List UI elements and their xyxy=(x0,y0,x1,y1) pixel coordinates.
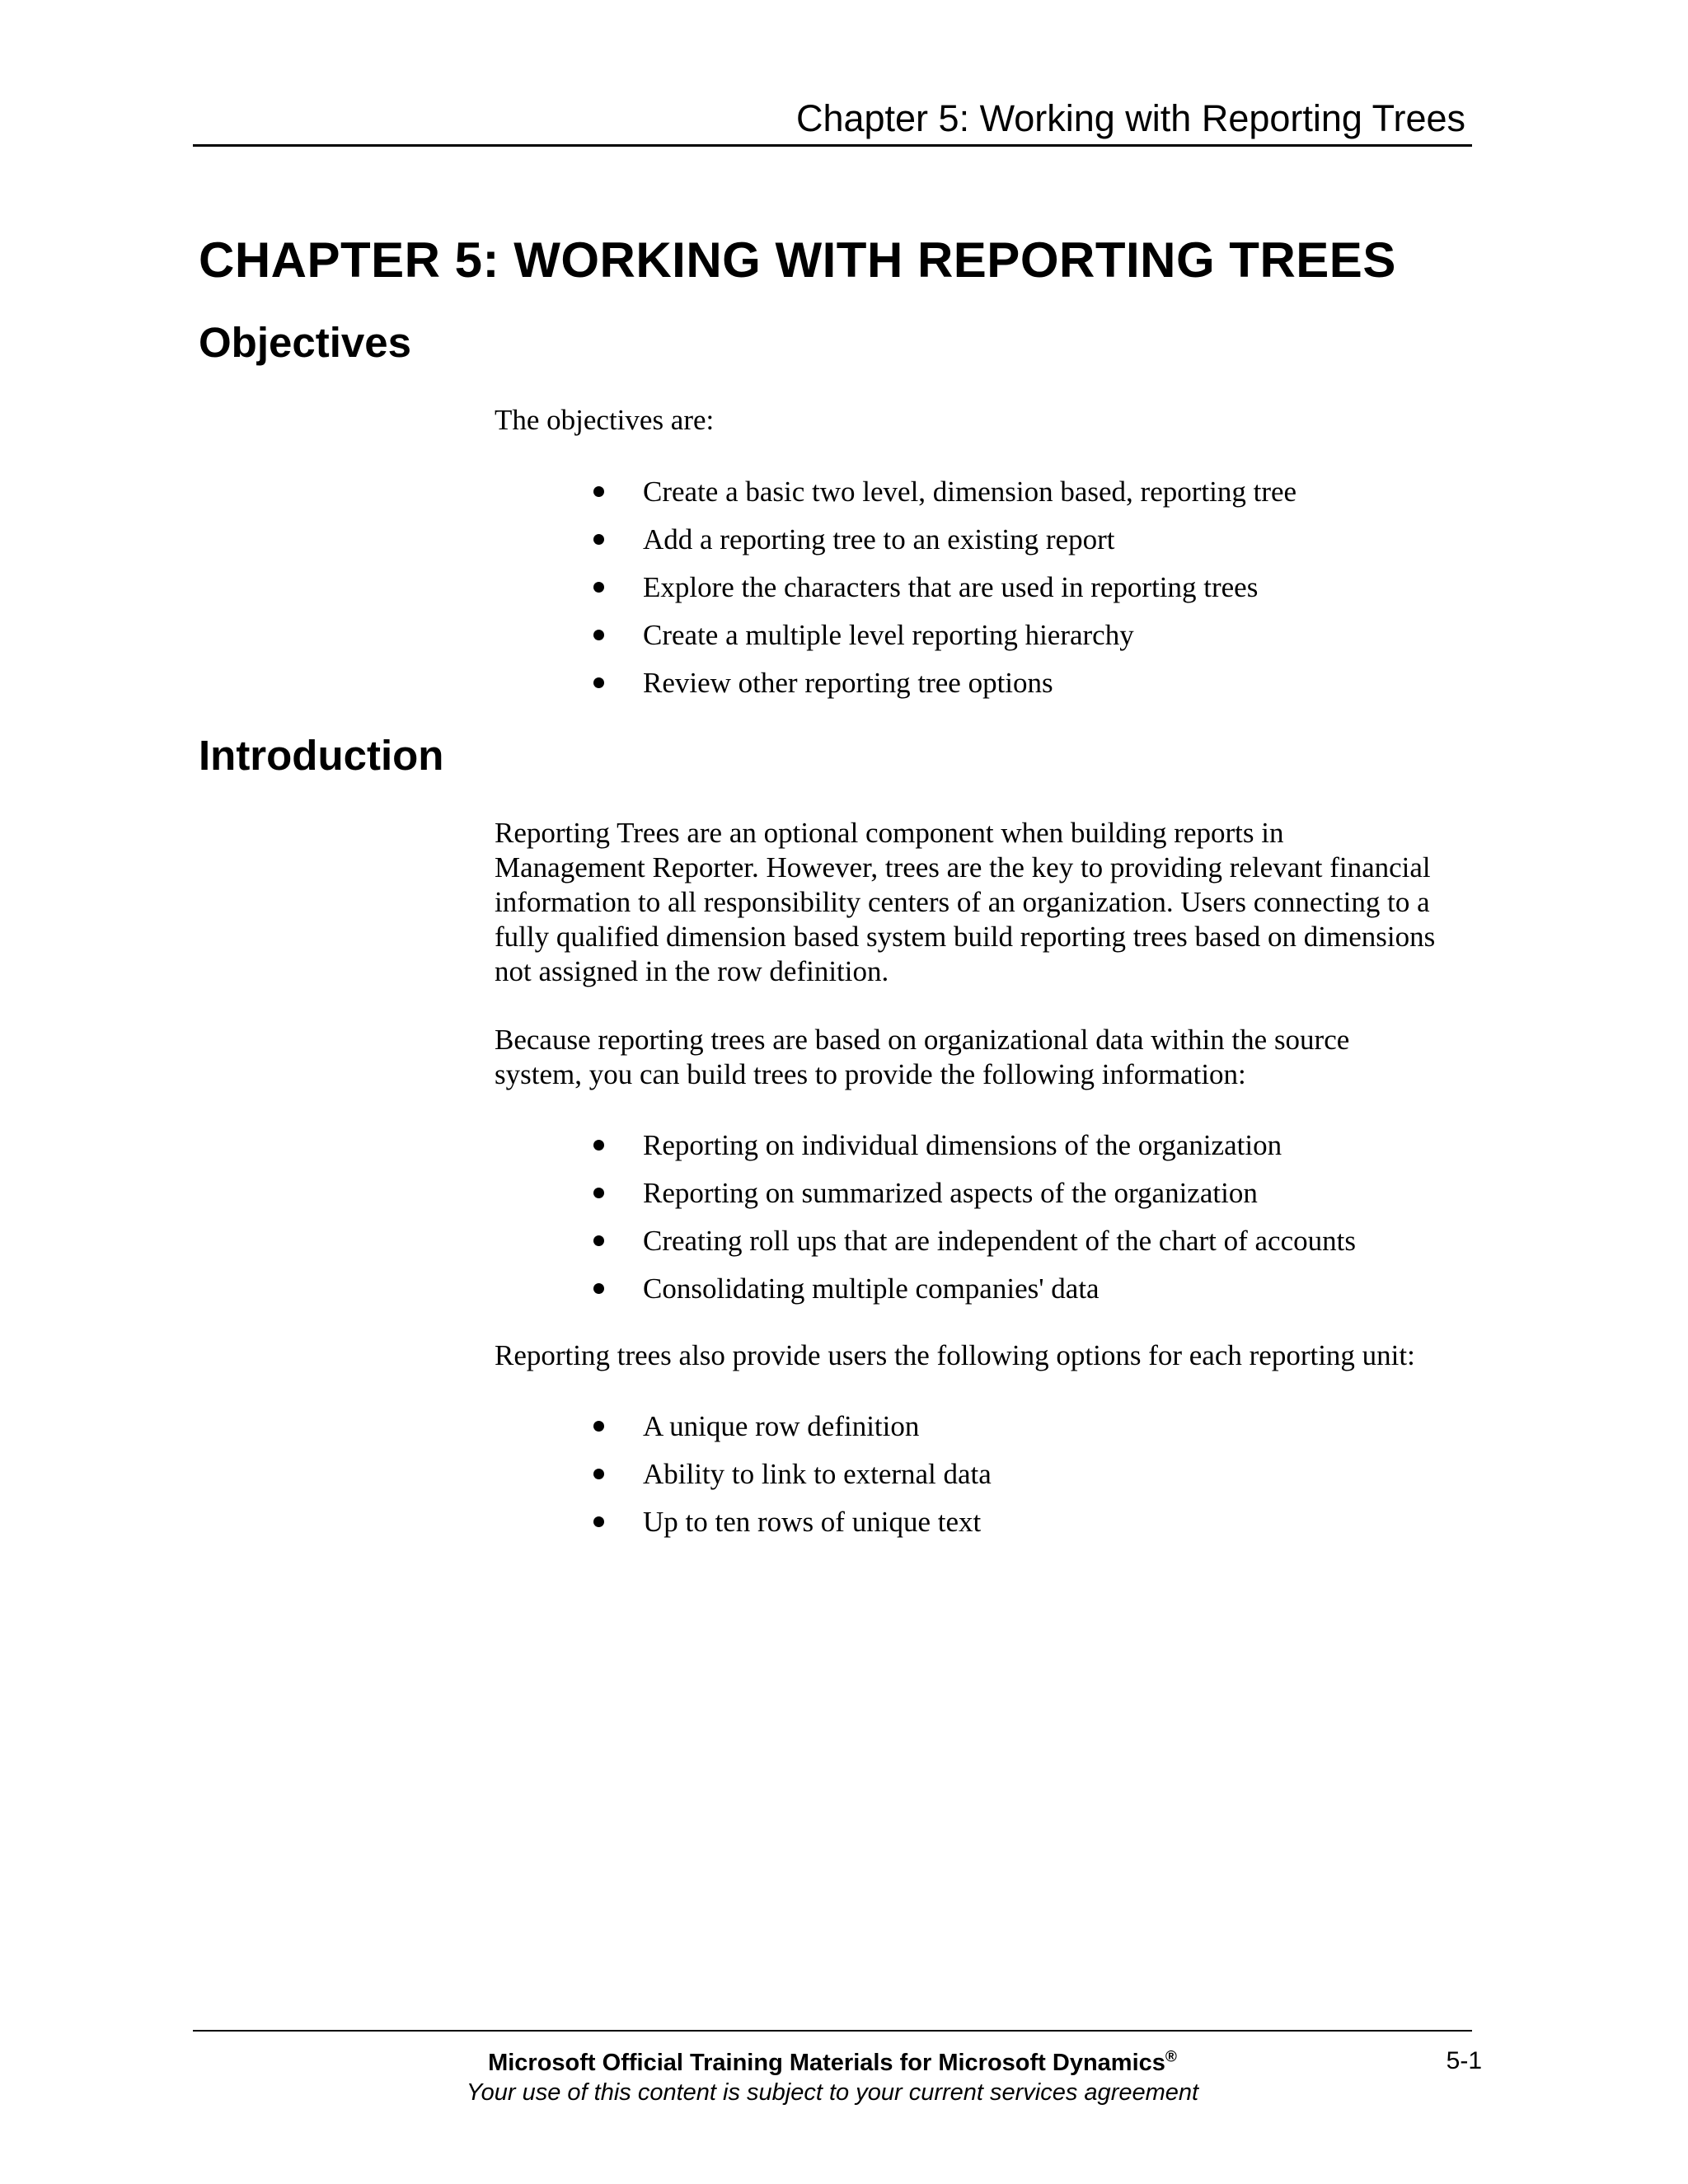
bullet-icon xyxy=(593,1235,604,1246)
bullet-icon xyxy=(593,1140,604,1151)
objectives-list xyxy=(585,475,1475,714)
list-item-text: Explore the characters that are used in reporting trees xyxy=(643,571,1259,603)
paragraph-line: information to all responsibility centers of an organization. Users connecting to a xyxy=(495,886,1430,918)
list-item xyxy=(585,1505,1475,1553)
list-item-text: Review other reporting tree options xyxy=(643,667,1053,699)
bullet-icon xyxy=(593,1421,604,1432)
paragraph-line: Because reporting trees are based on organizational data within the source xyxy=(495,1024,1350,1056)
list-item-text: Create a basic two level, dimension based, reporting tree xyxy=(643,476,1297,508)
chapter-title: CHAPTER 5: WORKING WITH REPORTING TREES xyxy=(199,232,1396,288)
footer-copyright-title xyxy=(193,2049,1472,2077)
list-item xyxy=(585,1128,1475,1176)
options-list xyxy=(585,1409,1475,1553)
list-item-text: Add a reporting tree to an existing report xyxy=(643,523,1115,555)
paragraph-line: Reporting Trees are an optional component when building reports in xyxy=(495,817,1284,849)
list-item xyxy=(585,666,1475,714)
bullet-icon xyxy=(593,1516,604,1527)
list-item xyxy=(585,618,1475,666)
bullet-icon xyxy=(593,486,604,497)
paragraph-line: system, you can build trees to provide the following information: xyxy=(495,1058,1246,1090)
list-item-text: Consolidating multiple companies' data xyxy=(643,1272,1100,1305)
introduction-paragraph-2 xyxy=(495,1023,1484,1092)
list-item-text: Up to ten rows of unique text xyxy=(643,1506,982,1538)
objectives-intro: The objectives are: xyxy=(495,404,715,436)
list-item xyxy=(585,475,1475,523)
bullet-icon xyxy=(593,1188,604,1198)
bullet-icon xyxy=(593,534,604,545)
list-item xyxy=(585,1409,1475,1457)
introduction-heading: Introduction xyxy=(199,732,444,779)
paragraph-line: Management Reporter. However, trees are the key to providing relevant financial xyxy=(495,851,1431,883)
bullet-icon xyxy=(593,677,604,688)
list-item-text: Create a multiple level reporting hierarchy xyxy=(643,619,1134,651)
list-item-text: A unique row definition xyxy=(643,1410,920,1442)
list-item-text: Reporting on individual dimensions of the organization xyxy=(643,1129,1282,1161)
list-item xyxy=(585,523,1475,570)
page-number: 5-1 xyxy=(1446,2047,1482,2074)
registered-mark: ® xyxy=(1165,2048,1177,2066)
footer-notice: Your use of this content is subject to your current services agreement xyxy=(466,2079,1199,2106)
running-header-title: Chapter 5: Working with Reporting Trees xyxy=(795,97,1465,139)
introduction-paragraph-3: Reporting trees also provide users the following options for each reporting unit: xyxy=(495,1339,1415,1371)
bullet-icon xyxy=(593,630,604,640)
list-item xyxy=(585,570,1475,618)
list-item-text: Reporting on summarized aspects of the organization xyxy=(643,1177,1258,1209)
introduction-paragraph-1 xyxy=(495,816,1484,989)
list-item xyxy=(585,1224,1475,1272)
list-item-text: Ability to link to external data xyxy=(643,1458,992,1490)
bullet-icon xyxy=(593,1469,604,1479)
bullet-icon xyxy=(593,582,604,593)
paragraph-line: not assigned in the row definition. xyxy=(495,955,889,987)
list-item xyxy=(585,1457,1475,1505)
footer-rule xyxy=(193,2030,1472,2032)
objectives-heading: Objectives xyxy=(199,319,411,366)
footer-title-text: Microsoft Official Training Materials for Microsoft Dynamics xyxy=(488,2050,1165,2076)
running-header xyxy=(193,99,1472,147)
list-item xyxy=(585,1272,1475,1319)
list-item xyxy=(585,1176,1475,1224)
paragraph-line: fully qualified dimension based system build reporting trees based on dimensions xyxy=(495,921,1436,953)
bullet-icon xyxy=(593,1283,604,1294)
information-list xyxy=(585,1128,1475,1319)
list-item-text: Creating roll ups that are independent of the chart of accounts xyxy=(643,1225,1356,1257)
